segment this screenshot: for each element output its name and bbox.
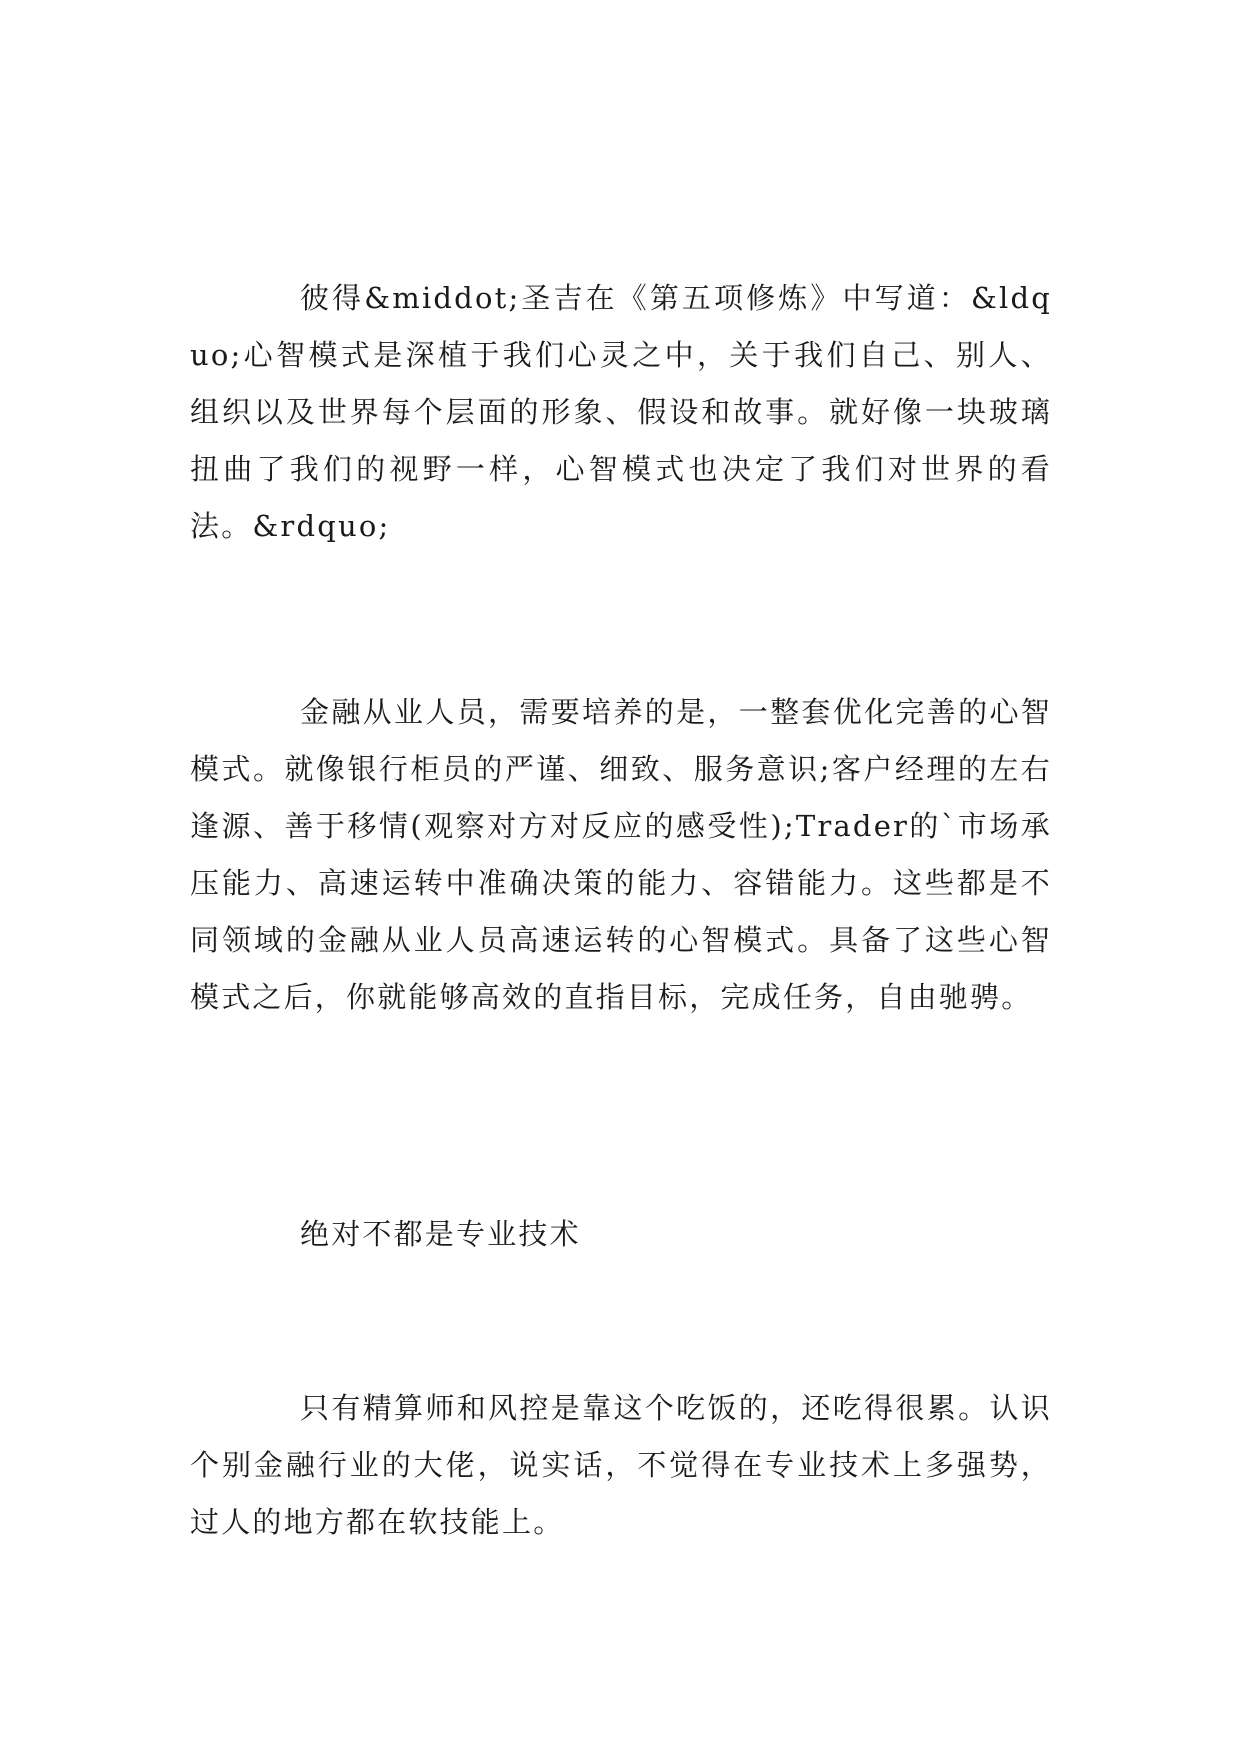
paragraph-soft-skills: 只有精算师和风控是靠这个吃饭的，还吃得很累。认识个别金融行业的大佬，说实话，不觉得在专业技术上多强势，过人的地方都在软技能上。	[190, 1391, 1052, 1539]
paragraph-mental-models-quote: 彼得&middot;圣吉在《第五项修炼》中写道：&ldquo;心智模式是深植于我们心灵之中，关于我们自己、别人、组织以及世界每个层面的形象、假设和故事。就好像一块玻璃扭曲了我们的视野一样，心智模式也决定了我们对世界的看法。&rdquo;	[190, 281, 1052, 543]
paragraph-finance-practitioners: 金融从业人员，需要培养的是，一整套优化完善的心智模式。就像银行柜员的严谨、细致、服务意识;客户经理的左右逢源、善于移情(观察对方对反应的感受性);Trader的`市场承压能力、高速运转中准确决策的能力、容错能力。这些都是不同领域的金融从业人员高速运转的心智模式。具备了这些心智模式之后，你就能够高效的直指目标，完成任务，自由驰骋。	[190, 695, 1052, 1014]
section-heading-not-all-technical: 绝对不都是专业技术	[300, 1217, 581, 1251]
